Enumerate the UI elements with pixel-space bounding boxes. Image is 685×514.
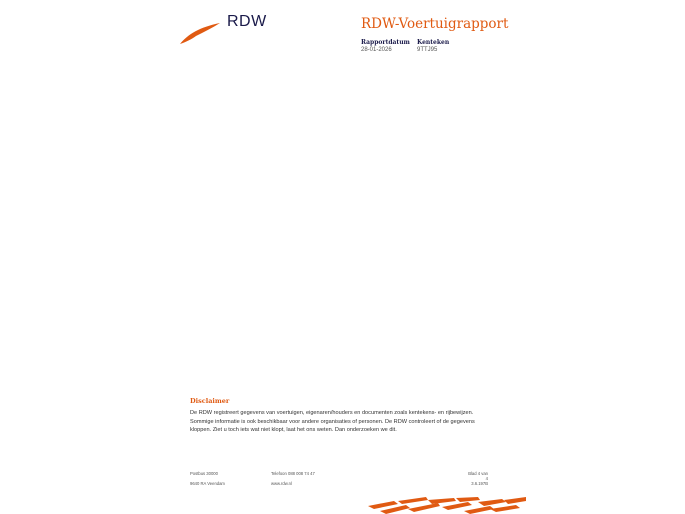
disclaimer-line: De RDW registreert gegevens van voertuigen, eigenaren/houders en documenten zoals kentekens- en rijbewijzen. (190, 410, 474, 416)
license-plate-label: Kenteken (417, 39, 450, 46)
footer-stripes-decoration (368, 497, 526, 514)
report-title: RDW-Voertuigrapport (361, 16, 509, 32)
report-date-label: Rapportdatum (361, 39, 410, 46)
footer-website: www.rdw.nl (271, 481, 292, 486)
license-plate-value: 9TTJ95 (417, 47, 438, 53)
footer-document-code: 3.6.197B (471, 481, 488, 486)
report-date-value: 28-01-2026 (361, 47, 392, 53)
logo-text: RDW (227, 13, 267, 30)
rdw-logo-icon (178, 22, 222, 46)
disclaimer-body (190, 409, 490, 435)
footer-phone: Telefoon 088 008 74 47 (271, 471, 315, 476)
disclaimer-line: Sommige informatie is ook beschikbaar voor andere organisaties of personen. De RDW controleert of de gegevens (190, 418, 475, 425)
disclaimer-heading: Disclaimer (190, 397, 230, 405)
footer-page-number: Blad 4 van 4 (468, 471, 488, 481)
footer-address: 9640 RA Veendam (190, 481, 225, 486)
disclaimer-line: kloppen. Ziet u toch iets wat niet klopt, laat het ons weten. Dan onderzoeken we dit. (190, 427, 397, 434)
footer-postbus: Postbus 30000 (190, 471, 218, 476)
